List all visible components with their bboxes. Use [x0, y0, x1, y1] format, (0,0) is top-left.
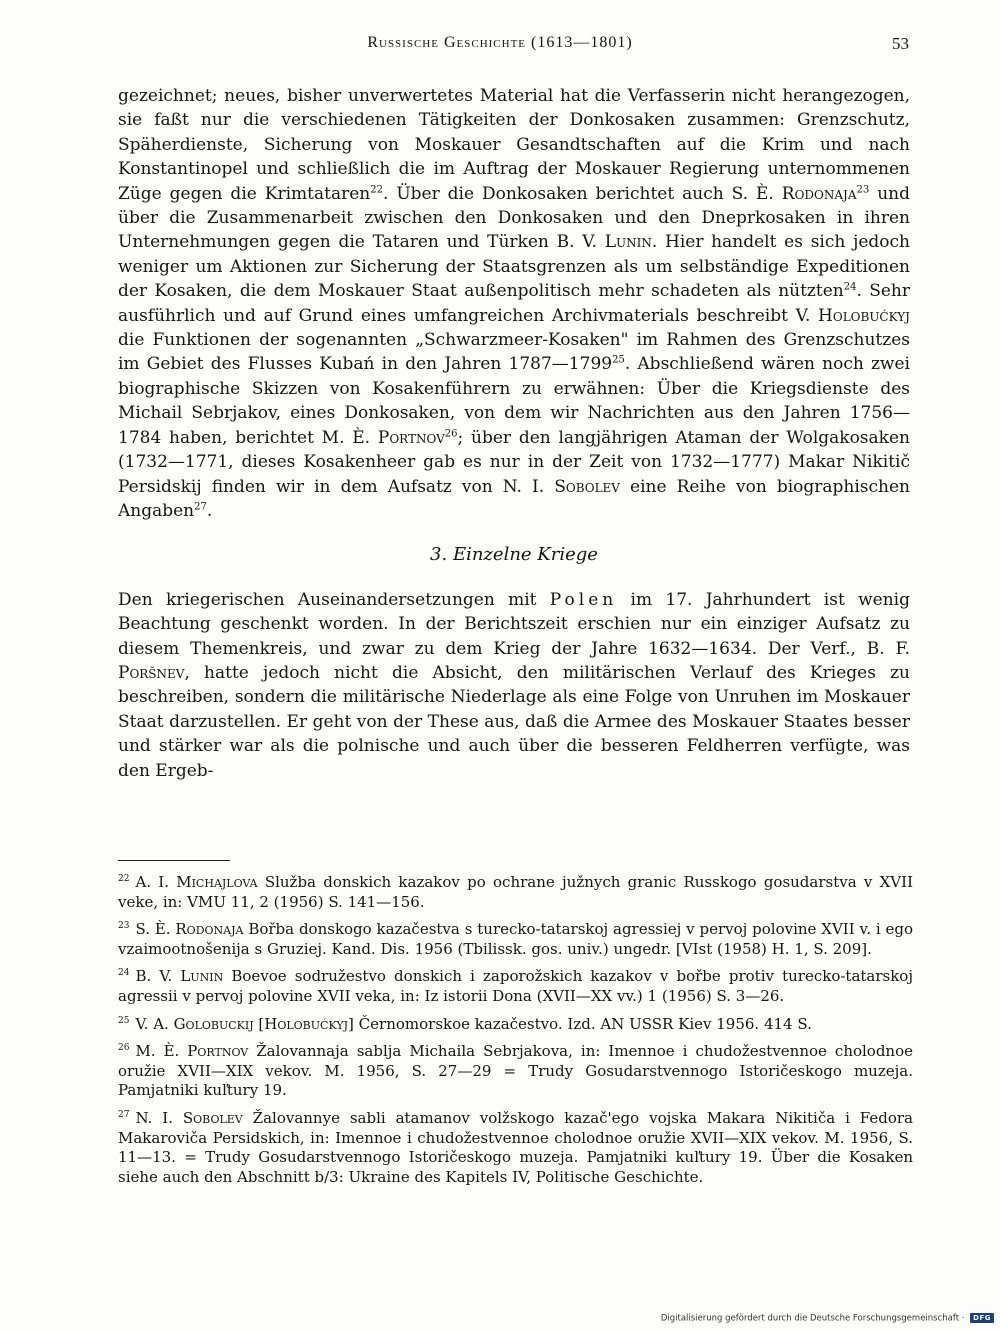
author-name: Portnov [377, 427, 445, 448]
text-run: und über die Zusammenarbeit zwischen den Donkosaken und den Dneprkosaken in ihren Unternehmungen gegen die Tataren und Türken B. V. [118, 183, 910, 253]
footnote-ref[interactable]: 25 [612, 354, 625, 366]
footnote-text: Černomorskoe kazačestvo. Izd. AN USSR Kiev 1956. 414 S. [353, 1014, 812, 1033]
text-run: . Über die Donkosaken berichtet auch S. È. [382, 183, 782, 204]
digitization-credit [620, 1313, 994, 1327]
footnote-author: N. I. Sobolev [135, 1108, 243, 1127]
page-number: 53 [892, 34, 909, 53]
footnote-ref[interactable]: 27 [194, 501, 207, 513]
author-name: Lunin [604, 232, 652, 253]
author-name: Rodonaja [781, 183, 857, 204]
text-run: . [206, 500, 213, 521]
author-name: Sobolev [554, 476, 620, 497]
text-run: die Funktionen der sogenannten „Schwarzmeer-Kosaken" im Rahmen des Grenzschutzes im Gebiet des Flusses Kubań in den Jahren 1787—1799 [118, 330, 910, 375]
text-run: ; über den langjährigen Ataman der Wolgakosaken (1732—1771, dieses Kosakenheer gab es nur in der Zeit von 1732—1777) Makar Nikitič Persidskij finden wir in dem Aufsatz von N. I. [118, 427, 910, 497]
footnote-text: Žalovannye sabli atamanov volžskogo kazač'ego vojska Makara Nikitiča i Fedora Makaroviča Persidskich, in: Imennoe i chudožestvennoe cholodnoe oružie XVII—XIX vekov. M. 1956, S. 11—13. = Trudy Gosudarstvennogo Istoričeskogo muzeja. Pamjatniki kuľtury 19. Über die Kosaken siehe auch den Abschnitt b/3: Ukraine des Kapitels IV, Politische Geschichte. [118, 1108, 914, 1186]
dfg-note: Digitalisierung gefördert durch die Deutsche Forschungsgemeinschaft · [660, 1313, 965, 1324]
footnote-number: 23 [118, 921, 130, 932]
footnote-ref[interactable]: 22 [370, 183, 383, 195]
paragraph [118, 588, 910, 783]
footnote-text: Služba donskich kazakov po ochrane južnych granic Russkogo gosudarstva v XVII veke, in: VMU 11, 2 (1956) S. 141—156. [118, 873, 913, 911]
footnote-ref[interactable]: 23 [856, 183, 870, 195]
text-run: . Sehr ausführlich und auf Grund eines umfangreichen Archivmaterials beschreibt V. [118, 281, 910, 326]
footnote-text: Bořba donskogo kazačestva s turecko-tatarskoj agressiej v pervoj polovine XVII v. i ego vzaimootnošenija s Gruziej. Kand. Dis. 1956 (Tbilissk. gos. univ.) ungedr. [VIst (1958) H. 1, S. 209]. [118, 920, 913, 958]
footnote [118, 1015, 913, 1035]
footnote-number: 27 [118, 1109, 130, 1120]
dfg-logo: DFG [970, 1313, 994, 1323]
footnote-number: 24 [118, 968, 130, 979]
text-run: im 17. Jahrhundert ist wenig Beachtung geschenkt worden. In der Berichtszeit erschien nur ein einziger Aufsatz zu diesem Themenkreis, und zwar zu dem Krieg der Jahre 1632—1634. Der Verf., B. F. [118, 589, 910, 659]
footnote [118, 967, 913, 1006]
footnote [118, 1109, 913, 1187]
text-run: eine Reihe von biographischen Angaben [118, 476, 911, 521]
text-run: . Abschließend wären noch zwei biographische Skizzen von Kosakenführern zu erwähnen: Über die Kriegsdienste des Michail Sebrjakov, eines Donkosaken, von dem wir Nachrichten aus den Jahren 1756—1784 haben, berichtet M. È. [118, 354, 910, 448]
text-run: . Hier handelt es sich jedoch weniger um Aktionen zur Sicherung der Staatsgrenzen als um selbständige Expeditionen der Kosaken, die dem Moskauer Staat außenpolitisch mehr schadeten als nützten [118, 232, 910, 302]
text-run: , hatte jedoch nicht die Absicht, den militärischen Verlauf des Krieges zu beschreiben, sondern die militärische Niederlage als eine Folge von Unruhen im Moskauer Staat darzustellen. Er geht von der These aus, daß die Armee des Moskauer Staates besser und stärker war als die polnische und auch über die besseren Feldherren verfügte, was den Ergeb- [118, 662, 910, 781]
running-header [0, 34, 1000, 58]
footnotes [118, 873, 913, 1195]
footnote [118, 1042, 913, 1101]
spaced-emphasis: Polen [549, 589, 618, 610]
author-name: Holobućkyj [818, 305, 910, 326]
footnote-author: A. I. Michajlova [135, 873, 258, 891]
footnote-number: 25 [118, 1015, 130, 1026]
footnote-author: M. È. Portnov [135, 1042, 249, 1061]
footnote [118, 873, 913, 912]
footnote-separator [118, 860, 230, 861]
author-name: Poršnev [118, 662, 185, 683]
running-title: Russische Geschichte (1613—1801) [367, 34, 633, 51]
footnote-number: 26 [118, 1043, 130, 1054]
footnote-author: S. È. Rodonaja [135, 920, 244, 939]
footnote [118, 920, 913, 959]
text-run: gezeichnet; neues, bisher unverwertetes Material hat die Verfasserin nicht herangezogen, sie faßt nur die verschiedenen Tätigkeiten der Donkosaken zusammen: Grenzschutz, Späherdienste, Sicherung von Moskauer Gesandtschaften auf die Krim und nach Konstantinopel und schließlich die im Auftrag der Moskauer Regierung unternommenen Züge gegen die Krimtataren [118, 86, 910, 204]
footnote-author: V. A. Golobuckij [Holobućkyj] [135, 1014, 354, 1033]
footnote-ref[interactable]: 24 [843, 281, 857, 293]
footnote-number: 22 [118, 874, 130, 884]
footnote-text: Boevoe sodružestvo donskich i zaporožskich kazakov v bořbe protiv turecko-tatarskoj agressii v pervoj polovine XVII veka, in: Iz istorii Dona (XVII—XX vv.) 1 (1956) S. 3—26. [118, 967, 913, 1005]
main-text [118, 84, 910, 783]
footnote-author: B. V. Lunin [135, 967, 224, 986]
text-run: Den kriegerischen Auseinandersetzungen mit [118, 589, 550, 610]
footnote-ref[interactable]: 26 [444, 428, 458, 440]
section-heading: 3. Einzelne Kriege [430, 544, 598, 566]
footnote-text: Žalovannaja sablja Michaila Sebrjakova, in: Imennoe i chudožestvennoe cholodnoe oružie XVII—XIX vekov. M. 1956, S. 27—29 = Trudy Gosudarstvennogo Istoričeskogo muzeja. Pamjatniki kuľtury 19. [118, 1042, 914, 1100]
paragraph [118, 84, 910, 523]
